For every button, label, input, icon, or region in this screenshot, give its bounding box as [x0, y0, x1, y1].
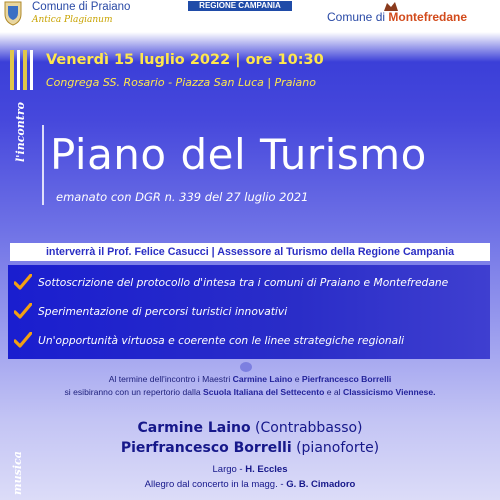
regione-logo: REGIONE CAMPANIA	[187, 0, 293, 12]
agenda-box	[8, 265, 490, 359]
page-subtitle: emanato con DGR n. 339 del 27 luglio 2021	[56, 190, 309, 204]
side-label-text: l'incontro	[14, 102, 27, 162]
title-divider	[42, 125, 44, 205]
praiano-name: Comune di Praiano	[32, 1, 131, 13]
logo-header	[0, 0, 500, 30]
side-label-musica-text: musica	[11, 451, 24, 495]
agenda-item-text: Sottoscrizione del protocollo d'intesa tra i comuni di Praiano e Montefredane	[38, 276, 449, 289]
event-date: Venerdì 15 luglio 2022 | ore 10:30	[46, 52, 324, 68]
performer	[0, 418, 500, 438]
performer-role: (Contrabbasso)	[250, 420, 363, 436]
decorative-ornament-icon	[236, 361, 256, 373]
speaker-text: interverrà il Prof. Felice Casucci | Assessore al Turismo della Regione Campania	[45, 246, 455, 258]
checkmark-icon	[14, 303, 32, 319]
praiano-tagline: Antica Plagianum	[32, 15, 113, 25]
praiano-logo	[32, 0, 130, 26]
announcement-line-2: si esibiranno con un repertorio dalla Scuola Italiana del Settecento e al Classicismo Viennese.	[64, 387, 436, 397]
montefredane-name: Montefredane	[388, 10, 468, 24]
side-label-incontro	[4, 72, 27, 162]
page-title: Piano del Turismo	[50, 130, 427, 179]
event-venue: Congrega SS. Rosario - Piazza San Luca | Praiano	[46, 76, 316, 89]
speaker-banner	[10, 243, 490, 261]
praiano-crest-icon	[2, 0, 24, 26]
checkmark-icon	[14, 274, 32, 290]
performers-list	[0, 418, 500, 458]
announcement-line-1: Al termine dell'incontro i Maestri Carmine Laino e Pierfrancesco Borrelli	[108, 374, 392, 384]
performer-role: (pianoforte)	[291, 440, 380, 456]
music-program	[0, 462, 500, 492]
musician-announcement	[0, 373, 500, 399]
montefredane-prefix: Comune di	[327, 10, 389, 24]
checkmark-icon	[14, 332, 32, 348]
performer-name: Pierfrancesco Borrelli	[120, 440, 292, 456]
program-item: Allegro dal concerto in la magg. - G. B. Cimadoro	[144, 479, 356, 490]
performer-name: Carmine Laino	[137, 420, 251, 436]
side-label-musica	[8, 451, 30, 500]
agenda-item-text: Sperimentazione di percorsi turistici innovativi	[38, 305, 288, 318]
montefredane-logo	[327, 10, 467, 24]
agenda-item-text: Un'opportunità virtuosa e coerente con le linee strategiche regionali	[38, 334, 405, 347]
program-item: Largo - H. Eccles	[212, 464, 288, 475]
performer	[0, 438, 500, 458]
